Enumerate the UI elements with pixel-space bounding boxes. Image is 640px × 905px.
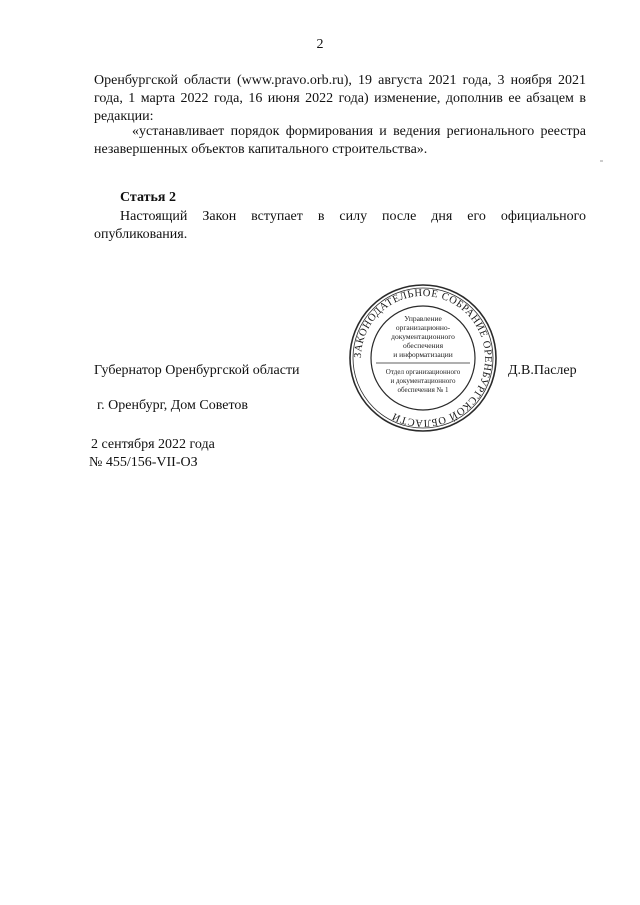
- seal-line-8: обеспечения № 1: [397, 386, 449, 394]
- official-seal: [346, 283, 500, 433]
- seal-line-7: и документационного: [390, 377, 456, 385]
- seal-line-5: и информатизации: [393, 350, 453, 359]
- scan-speck: [600, 160, 603, 162]
- seal-line-6: Отдел организационного: [385, 368, 461, 376]
- signing-place: г. Оренбург, Дом Советов: [97, 398, 248, 413]
- law-number: № 455/156-VII-ОЗ: [89, 455, 198, 470]
- article-title: Статья 2: [120, 190, 176, 205]
- seal-line-2: организационно-: [395, 323, 451, 332]
- paragraph-amendment-sources: Оренбургской области (www.pravo.orb.ru), 19 августа 2021 года, 3 ноября 2021 года, 1 марта 2022 года, 16 июня 2022 года) изменение, дополнив ее абзацем в редакции:: [94, 73, 586, 124]
- paragraph-amendment-text: «устанавливает порядок формирования и ведения регионального реестра незавершенных объектов капитального строительства».: [94, 124, 586, 157]
- seal-line-4: обеспечения: [402, 341, 444, 350]
- paragraph-entry-into-force: Настоящий Закон вступает в силу после дня его официального опубликования.: [94, 209, 586, 242]
- page-number: 2: [316, 37, 324, 52]
- law-date: 2 сентября 2022 года: [91, 437, 215, 452]
- seal-ring-text: ЗАКОНОДАТЕЛЬНОЕ СОБРАНИЕ ОРЕНБУРГСКОЙ ОБЛАСТИ: [352, 287, 494, 429]
- seal-line-3: документационного: [391, 332, 455, 341]
- signer-title: Губернатор Оренбургской области: [94, 363, 300, 378]
- seal-line-1: Управление: [404, 314, 442, 323]
- signer-name: Д.В.Паслер: [508, 363, 577, 378]
